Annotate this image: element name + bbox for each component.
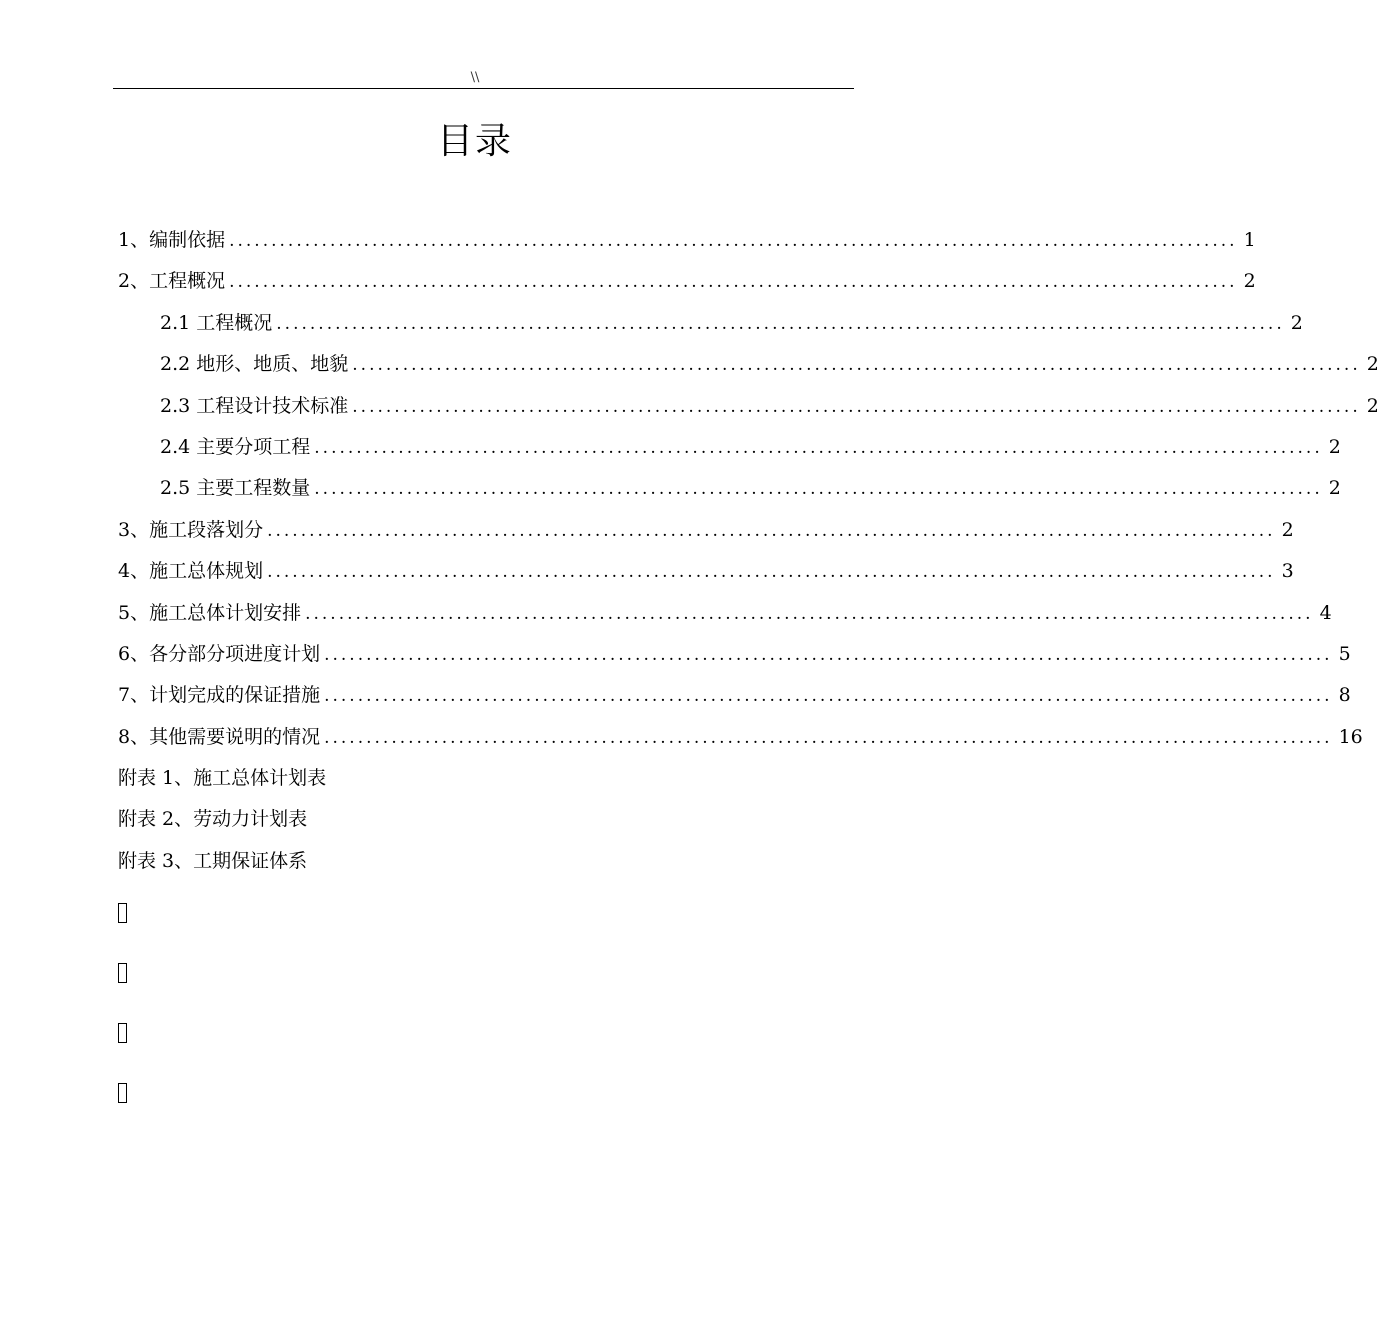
toc-leader-dots: ........................................................................................................................	[324, 727, 1333, 748]
toc-entry[interactable]	[118, 598, 1332, 639]
toc-entry-label: 2.3 工程设计技术标准	[160, 394, 349, 417]
toc-entry-page: 2	[1290, 311, 1303, 334]
toc-entry[interactable]	[118, 308, 1303, 349]
toc-entry-label: 2.2 地形、地质、地貌	[160, 353, 349, 376]
toc-entry[interactable]	[118, 515, 1294, 556]
toc-entry-page: 2	[1328, 435, 1341, 458]
missing-glyph-box	[118, 1083, 127, 1103]
toc-entry-label: 4、施工总体规划	[118, 560, 264, 583]
toc-entry-label: 7、计划完成的保证措施	[118, 684, 321, 707]
toc-leader-dots: ........................................................................................................................	[229, 272, 1238, 293]
toc-leader-dots: ........................................................................................................................	[267, 562, 1276, 583]
appendix-entry[interactable]: 附表 2、劳动力计划表	[118, 808, 308, 831]
toc-entry-label: 2.4 主要分项工程	[160, 435, 311, 458]
page-title: 目录	[436, 121, 513, 162]
toc-leader-dots: ........................................................................................................................	[305, 603, 1314, 624]
toc-entry[interactable]	[118, 349, 1379, 390]
appendix-list	[118, 763, 326, 887]
toc-entry[interactable]	[118, 556, 1294, 597]
toc-entry-label: 2.5 主要工程数量	[160, 477, 311, 500]
toc-leader-dots: ........................................................................................................................	[324, 686, 1333, 707]
missing-glyph-box	[118, 1023, 127, 1043]
toc-entry-page: 2	[1243, 270, 1256, 293]
toc-entry[interactable]	[118, 722, 1363, 763]
toc-entry-page: 4	[1319, 601, 1332, 624]
toc-entry-page: 2	[1281, 518, 1294, 541]
toc-entry-page: 2	[1328, 477, 1341, 500]
toc-leader-dots: ........................................................................................................................	[276, 313, 1285, 334]
missing-glyph-box	[118, 903, 127, 923]
toc-entry[interactable]	[118, 391, 1379, 432]
header-rule	[113, 88, 854, 89]
toc-leader-dots: ........................................................................................................................	[267, 520, 1276, 541]
toc-entry-page: 8	[1338, 684, 1351, 707]
toc-entry[interactable]	[118, 225, 1256, 266]
toc-leader-dots: ........................................................................................................................	[314, 437, 1323, 458]
toc-leader-dots: ........................................................................................................................	[352, 355, 1361, 376]
toc-leader-dots: ........................................................................................................................	[352, 396, 1361, 417]
toc-entry[interactable]	[118, 680, 1351, 721]
toc-entry[interactable]	[118, 266, 1256, 307]
toc-entry-label: 5、施工总体计划安排	[118, 601, 302, 624]
toc-entry[interactable]	[118, 432, 1341, 473]
toc-entry-page: 16	[1338, 725, 1363, 748]
toc-entry-label: 3、施工段落划分	[118, 518, 264, 541]
toc-leader-dots: ........................................................................................................................	[229, 231, 1238, 251]
toc-entry-label: 1、编制依据	[118, 229, 226, 251]
toc-entry-page: 1	[1243, 229, 1256, 251]
toc-entry-page: 5	[1338, 642, 1351, 665]
toc-leader-dots: ........................................................................................................................	[314, 479, 1323, 500]
table-of-contents	[118, 225, 1379, 763]
toc-leader-dots: ........................................................................................................................	[324, 644, 1333, 665]
toc-entry-page: 2	[1366, 353, 1379, 376]
toc-entry-label: 2、工程概况	[118, 270, 226, 293]
toc-entry-label: 8、其他需要说明的情况	[118, 725, 321, 748]
missing-glyph-box	[118, 963, 127, 983]
toc-entry-label: 6、各分部分项进度计划	[118, 642, 321, 665]
toc-entry-page: 3	[1281, 560, 1294, 583]
header-mark: \\	[470, 70, 480, 85]
toc-entry-page: 2	[1366, 394, 1379, 417]
toc-entry[interactable]	[118, 473, 1341, 514]
appendix-entry[interactable]: 附表 1、施工总体计划表	[118, 767, 327, 789]
missing-glyph-markers	[118, 903, 127, 1143]
toc-entry-label: 2.1 工程概况	[160, 311, 273, 334]
toc-entry[interactable]	[118, 639, 1351, 680]
appendix-entry[interactable]: 附表 3、工期保证体系	[118, 849, 308, 872]
